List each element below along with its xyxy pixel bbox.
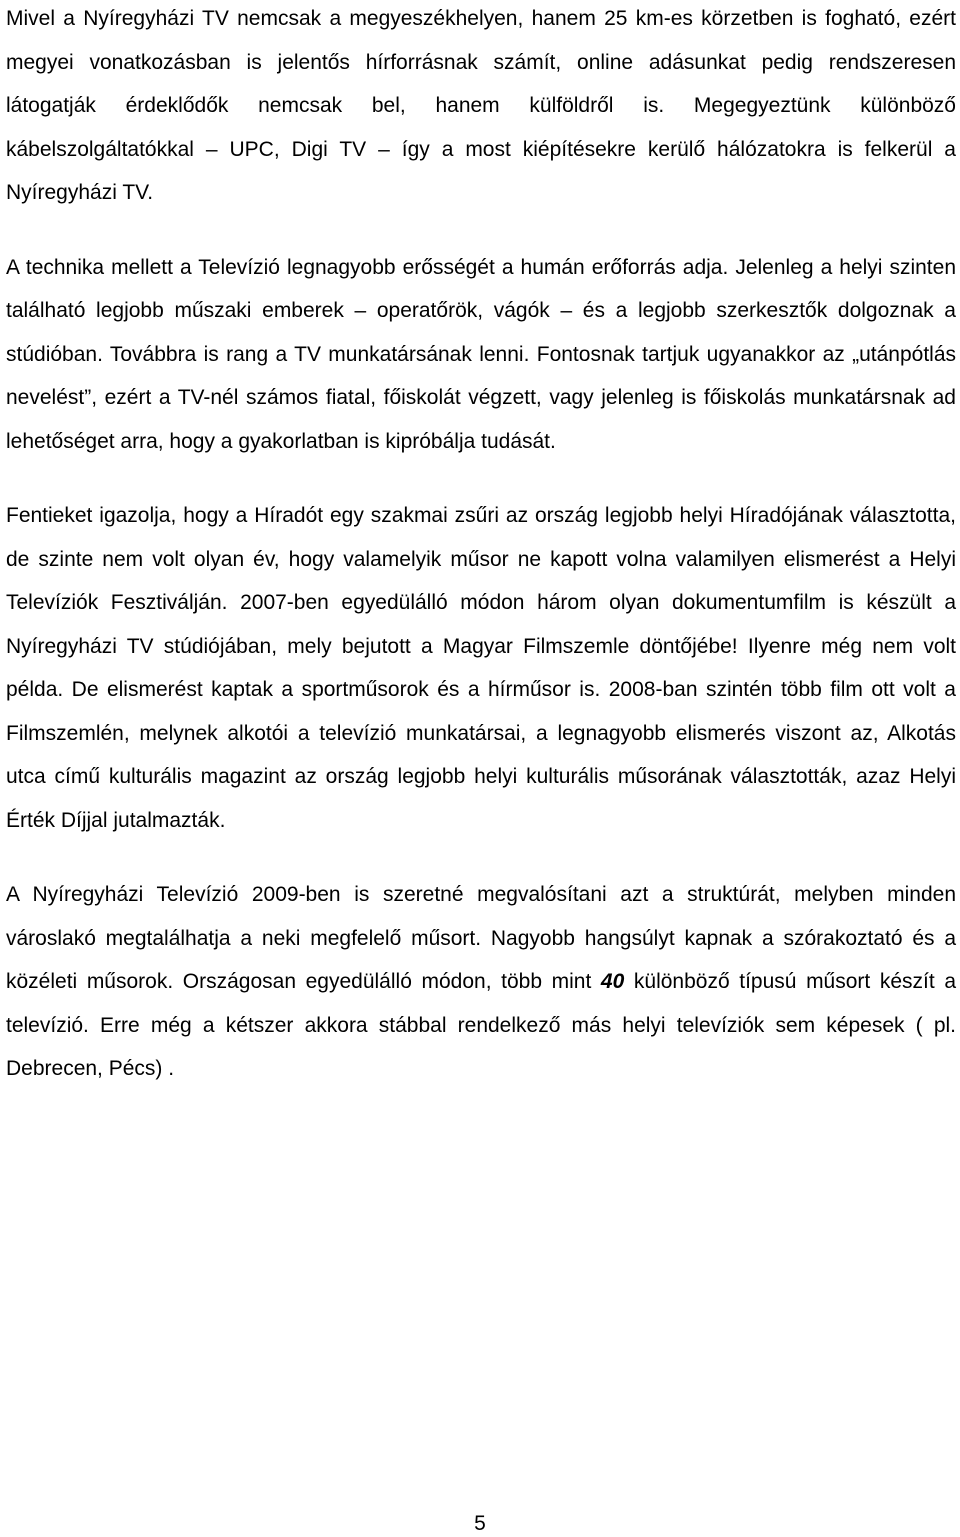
- paragraph-2: A technika mellett a Televízió legnagyobb erősségét a humán erőforrás adja. Jelenleg a helyi szinten található legjobb műszaki emberek – operatőrök, vágók – és a legjobb szerkesztők dolgoznak a stúdióban. Továbbra is rang a TV munkatársának lenni. Fontosnak tartjuk ugyanakkor az „utánpótlás nevelést”, ezért a TV-nél számos fiatal, főiskolát végzett, vagy jelenleg is főiskolás munkatársnak ad lehetőséget arra, hogy a gyakorlatban is kipróbálja tudását.: [6, 255, 956, 453]
- paragraph-1: Mivel a Nyíregyházi TV nemcsak a megyeszékhelyen, hanem 25 km-es körzetben is fogható, ezért megyei vonatkozásban is jelentős hírforrásnak számít, online adásunkat pedig rendszeresen látogatják érdeklődők nemcsak bel, hanem külföldről is. Megegyeztünk különböző kábelszolgáltatókkal – UPC, Digi TV – így a most kiépítésekre kerülő hálózatokra is felkerül a Nyíregyházi TV.: [6, 7, 956, 204]
- paragraph-3: Fentieket igazolja, hogy a Híradót egy szakmai zsűri az ország legjobb helyi Híradójának választotta, de szinte nem volt olyan év, hogy valamelyik műsor ne kapott volna valamilyen elismerést a Helyi Televíziók Fesztiválján. 2007-ben egyedülálló módon három olyan dokumentumfilm is készült a Nyíregyházi TV stúdiójában, mely bejutott a Magyar Filmszemle döntőjébe! Ilyenre még nem volt példa. De elismerést kaptak a sportműsorok és a hírműsor is. 2008-ban szintén több film ott volt a Filmszemlén, melynek alkotói a televízió munkatársai, a legnagyobb elismerés viszont az, Alkotás utca című kulturális magazint az ország legjobb helyi kulturális műsorának választották, azaz Helyi Érték Díjjal jutalmazták.: [6, 504, 956, 832]
- emphasized-number: 40: [600, 970, 625, 993]
- page-number: 5: [474, 1512, 486, 1535]
- paragraph-4-text-before: A Nyíregyházi Televízió 2009-ben is szeretné megvalósítani azt a struktúrát, melyben minden városlakó megtalálhatja a neki megfelelő műsort. Nagyobb hangsúlyt kapnak a szórakoztató és a közéleti műsorok. Országosan egyedülálló módon, több mint: [6, 883, 956, 993]
- paragraph-4-text-after: különböző típusú műsort készít a televízió. Erre még a kétszer akkora stábbal rendelkező más helyi televíziók sem képesek ( pl. Debrecen, Pécs) .: [6, 970, 957, 1080]
- paragraph-4: [6, 873, 956, 1091]
- document-page: [6, 0, 956, 1091]
